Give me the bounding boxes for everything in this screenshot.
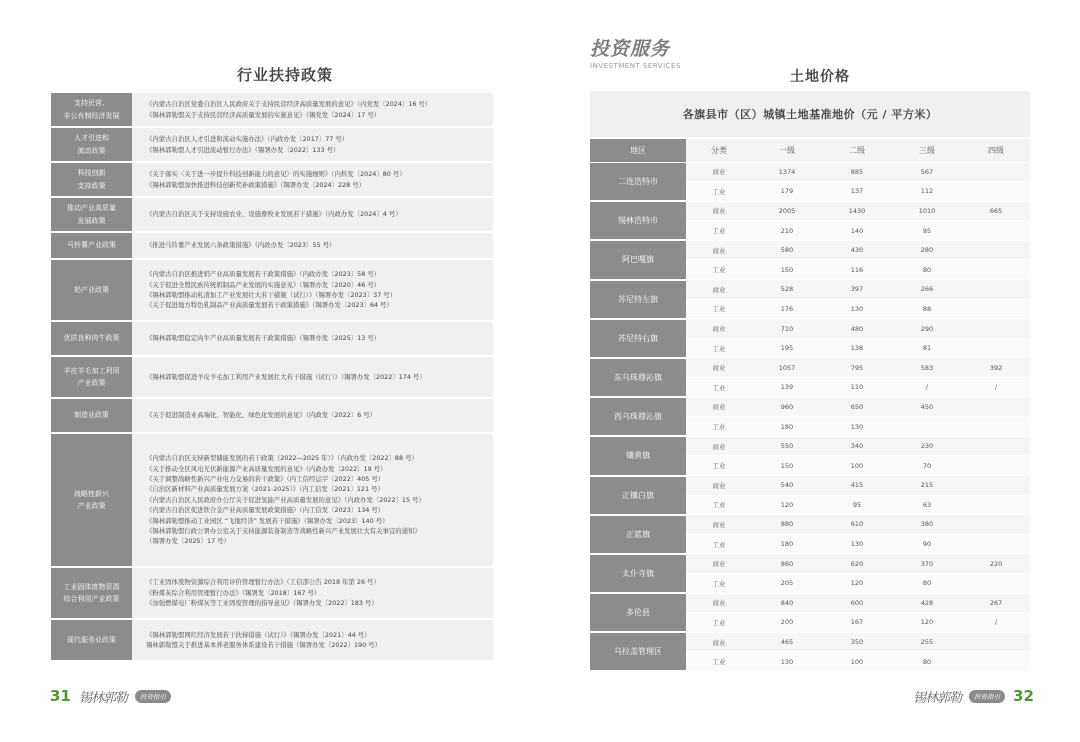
policy-item: 《锡林郭勒盟推动乳清加工产业发展壮大若干措施（试行）》（锡署办发〔2023〕37 号） xyxy=(146,291,397,299)
policy-category xyxy=(51,93,132,126)
policy-item: 《锡林郭勒盟关于支持民营经济高质量发展的实施意见》（锡党发〔2024〕17 号） xyxy=(146,110,381,119)
land-price-value: 650 xyxy=(822,397,892,417)
policy-row xyxy=(51,128,493,161)
land-price-value: 205 xyxy=(752,573,822,593)
region-name: 苏尼特左旗 xyxy=(590,280,686,319)
policy-item: 《加强燃煤电厂粉煤灰等工业固废管理的指导意见》（锡署办发〔2022〕183 号） xyxy=(146,599,378,608)
land-price-value xyxy=(962,299,1030,319)
region-name: 西乌珠穆沁旗 xyxy=(590,397,686,436)
section-header-subtitle: INVESTMENT SERVICES xyxy=(590,62,681,70)
land-price-value: 860 xyxy=(752,554,822,574)
policy-item: 《内蒙古自治区党委自治区人民政府关于支持民营经济高质量发展的意见》（内党发〔2024〕16 号） xyxy=(146,100,432,109)
policy-item: 《自治区新材料产业高质量发展方案（2021-2025）》（内工信发〔2021〕121 号） xyxy=(146,485,384,494)
policy-category xyxy=(51,357,132,397)
land-use-type: 工业 xyxy=(686,299,752,319)
policy-items xyxy=(132,620,493,660)
policy-category-line: 推动产业高质量 xyxy=(67,204,116,213)
land-price-value xyxy=(962,397,1030,417)
policy-items xyxy=(132,260,493,320)
land-price-value: 430 xyxy=(822,240,892,260)
policy-items xyxy=(132,568,493,618)
land-use-type: 商业 xyxy=(686,280,752,300)
policy-item: 《锡林郭勒盟网红经济发展若干扶持措施（试行）》（锡署办发〔2021〕44 号） xyxy=(146,630,371,639)
land-price-value: / xyxy=(962,378,1030,398)
policy-item: （锡署办发〔2025〕17 号） xyxy=(146,537,230,546)
land-price-value: 88 xyxy=(892,299,962,319)
land-price-value: 110 xyxy=(822,378,892,398)
region-name: 苏尼特右旗 xyxy=(590,319,686,358)
policy-item: 《内蒙古自治区人才引进和流动实施办法》（内政办发〔2017〕77 号） xyxy=(146,135,349,144)
land-price-value xyxy=(962,476,1030,496)
land-price-value xyxy=(962,632,1030,652)
land-price-value xyxy=(962,495,1030,515)
header-level-1: 一级 xyxy=(752,138,822,162)
left-brand-tag: 投资指引 xyxy=(135,690,171,703)
policy-item: 《内蒙古自治区支持新型储能发展的若干政策（2022—2025 年）》（内政办发〔2022〕88 号） xyxy=(146,454,418,463)
policy-row xyxy=(51,399,493,432)
policy-item: 《内蒙古自治区推进奶产业高质量发展若干政策措施》（内政办发〔2023〕58 号） xyxy=(146,270,381,279)
policy-category-line: 马铃薯产业政策 xyxy=(67,241,116,250)
land-use-type: 商业 xyxy=(686,201,752,221)
land-price-value: 80 xyxy=(892,652,962,672)
land-price-value xyxy=(962,182,1030,202)
section-header xyxy=(590,36,681,70)
region-name: 东乌珠穆沁旗 xyxy=(590,358,686,397)
land-price-value: 620 xyxy=(822,554,892,574)
policy-item: 《内蒙古自治区人民政府办公厅关于促进氢能产业高质量发展的意见》（内政办发〔2022〕15 号） xyxy=(146,495,425,504)
policy-category xyxy=(51,399,132,432)
policy-row xyxy=(51,93,493,126)
land-price-value: 665 xyxy=(962,201,1030,221)
land-use-type: 工业 xyxy=(686,573,752,593)
land-price-value xyxy=(962,436,1030,456)
land-price-value: 180 xyxy=(752,534,822,554)
land-price-value: 580 xyxy=(752,240,822,260)
left-page-title: 行业扶持政策 xyxy=(236,66,333,84)
land-price-value: 95 xyxy=(892,221,962,241)
policy-item: 《锡林郭勒盟加快推进科技创新奖补政策措施》（锡署办发〔2024〕228 号） xyxy=(146,180,366,189)
land-price-value: / xyxy=(962,613,1030,633)
policy-item: 《锡林郭勒盟人才引进流动暂行办法》（锡署办发〔2022〕133 号） xyxy=(146,145,340,154)
land-price-value: 70 xyxy=(892,456,962,476)
policy-item: 《锡林郭勒盟行政公署办公室关于支持能源装备制造等战略性新兴产业发展壮大有关事宜的通知》 xyxy=(146,526,421,535)
policy-row xyxy=(51,568,493,618)
land-price-value: 138 xyxy=(822,338,892,358)
left-footer xyxy=(50,684,171,708)
region-name: 二连浩特市 xyxy=(590,162,686,201)
land-price-value: 215 xyxy=(892,476,962,496)
land-use-type: 商业 xyxy=(686,515,752,535)
land-price-value: 880 xyxy=(752,515,822,535)
policy-category-line: 发展政策 xyxy=(77,216,106,225)
policy-category-line: 科技创新 xyxy=(77,169,106,178)
policy-category-line: 流动政策 xyxy=(77,146,106,155)
land-price-row xyxy=(590,162,1030,182)
policy-row xyxy=(51,434,493,566)
land-price-row xyxy=(590,358,1030,378)
policy-category xyxy=(51,163,132,196)
right-brand-logo: 锡林郭勒 xyxy=(913,690,962,706)
policy-item: 《关于落实〈关于进一步提升科技创新能力的意见〉的实施细则》（内科发〔2024〕80 号） xyxy=(146,170,406,179)
land-price-value: 567 xyxy=(892,162,962,182)
land-price-value: 179 xyxy=(752,182,822,202)
header-level-4: 四级 xyxy=(962,138,1030,162)
region-name: 镶黄旗 xyxy=(590,436,686,475)
land-price-value: 80 xyxy=(892,573,962,593)
land-price-value: 583 xyxy=(892,358,962,378)
land-price-value: 140 xyxy=(822,221,892,241)
land-use-type: 商业 xyxy=(686,476,752,496)
land-price-row xyxy=(590,201,1030,221)
policy-item: 锡林郭勒盟关于推进基本养老服务体系建设若干措施（锡署办发〔2022〕190 号） xyxy=(146,641,381,649)
land-price-value: / xyxy=(892,378,962,398)
land-price-value: 139 xyxy=(752,378,822,398)
policy-category-line: 战略性新兴 xyxy=(74,489,109,498)
land-price-value: 1057 xyxy=(752,358,822,378)
policy-row xyxy=(51,260,493,320)
land-price-value xyxy=(962,573,1030,593)
land-use-type: 商业 xyxy=(686,240,752,260)
policy-category xyxy=(51,128,132,161)
land-use-type: 工业 xyxy=(686,417,752,437)
land-price-value: 130 xyxy=(752,652,822,672)
land-price-value: 540 xyxy=(752,476,822,496)
land-price-value xyxy=(962,456,1030,476)
policy-item: 《关于促进制造业高端化、智能化、绿色化发展的意见》（内政发〔2022〕6 号） xyxy=(146,411,377,420)
land-use-type: 工业 xyxy=(686,338,752,358)
land-use-type: 工业 xyxy=(686,652,752,672)
land-price-value: 528 xyxy=(752,280,822,300)
land-price-value: 63 xyxy=(892,495,962,515)
policy-row xyxy=(51,357,493,397)
land-use-type: 工业 xyxy=(686,378,752,398)
land-price-row xyxy=(590,240,1030,260)
policy-category-line: 优质良种肉牛政策 xyxy=(63,334,120,343)
land-use-type: 工业 xyxy=(686,182,752,202)
header-level-2: 二级 xyxy=(822,138,892,162)
policy-item: 《推进马铃薯产业发展六条政策措施》（内政办发〔2023〕55 号） xyxy=(146,241,336,250)
region-name: 正镶白旗 xyxy=(590,476,686,515)
land-price-value: 795 xyxy=(822,358,892,378)
policy-category xyxy=(51,568,132,618)
land-price-value: 370 xyxy=(892,554,962,574)
land-use-type: 商业 xyxy=(686,162,752,182)
land-price-value: 116 xyxy=(822,260,892,280)
policy-items xyxy=(132,198,493,231)
land-price-value: 150 xyxy=(752,456,822,476)
land-price-value: 220 xyxy=(962,554,1030,574)
policy-item: 《内蒙古自治区关于支持设施农业、设施畜牧业发展若干措施》（内政办发〔2024〕4 号） xyxy=(146,210,402,219)
policy-row xyxy=(51,322,493,355)
land-price-value: 428 xyxy=(892,593,962,613)
land-price-value: 350 xyxy=(822,632,892,652)
region-name: 多伦县 xyxy=(590,593,686,632)
land-price-value: 480 xyxy=(822,319,892,339)
policy-row xyxy=(51,233,493,258)
land-price-value: 1430 xyxy=(822,201,892,221)
policy-item: 《锡林郭勒盟推动工业园区 “飞地经济” 发展若干措施》（锡署办发〔2023〕140 号） xyxy=(146,516,389,525)
land-price-value: 397 xyxy=(822,280,892,300)
land-price-value: 176 xyxy=(752,299,822,319)
policy-item: 《关于促进全盟民族传统奶制品产业发展的实施意见》（锡署办发〔2020〕46 号） xyxy=(146,280,381,289)
land-price-row xyxy=(590,280,1030,300)
land-price-value: 465 xyxy=(752,632,822,652)
policy-category-line: 产业政策 xyxy=(77,379,106,387)
land-price-value: 150 xyxy=(752,260,822,280)
land-use-type: 商业 xyxy=(686,632,752,652)
left-page-number: 31 xyxy=(50,687,71,705)
land-use-type: 商业 xyxy=(686,436,752,456)
land-table-header xyxy=(590,138,1030,162)
policy-items xyxy=(132,357,493,397)
land-price-value: 130 xyxy=(822,417,892,437)
land-price-value: 415 xyxy=(822,476,892,496)
land-price-value xyxy=(962,417,1030,437)
header-level-3: 三级 xyxy=(892,138,962,162)
policy-item: 《关于调整战略性新兴产业电力交易的若干政策》（内工信经运字〔2022〕405 号） xyxy=(146,475,385,484)
policy-item: 《关于促进地方特色乳制品产业高质量发展若干政策措施》（锡署办发〔2023〕64 号） xyxy=(146,301,393,310)
policy-category xyxy=(51,260,132,320)
land-use-type: 商业 xyxy=(686,319,752,339)
land-price-value: 392 xyxy=(962,358,1030,378)
header-region: 地区 xyxy=(590,138,686,162)
policy-item: 《内蒙古自治区促进铁合金产业高质量发展政策措施》（内工信发〔2023〕134 号） xyxy=(146,506,385,515)
land-table-caption: 各旗县市（区）城镇土地基准地价（元 / 平方米） xyxy=(590,91,1030,138)
land-price-value xyxy=(892,417,962,437)
right-footer xyxy=(905,684,1034,708)
policy-category-line: 支持民营、 xyxy=(74,99,109,108)
right-page-title: 土地价格 xyxy=(790,69,850,85)
land-price-value: 885 xyxy=(822,162,892,182)
region-name: 正蓝旗 xyxy=(590,515,686,554)
land-price-table xyxy=(590,91,1030,672)
right-page-number: 32 xyxy=(1013,687,1034,705)
policy-category-line: 综合利用产业政策 xyxy=(63,595,120,603)
land-price-row xyxy=(590,593,1030,613)
land-use-type: 商业 xyxy=(686,554,752,574)
land-price-value: 112 xyxy=(892,182,962,202)
land-price-value: 710 xyxy=(752,319,822,339)
section-header-title: 投资服务 xyxy=(590,38,671,60)
land-price-value: 960 xyxy=(752,397,822,417)
policy-category xyxy=(51,233,132,258)
land-price-value: 1374 xyxy=(752,162,822,182)
policy-category-line: 羊皮羊毛加工利用 xyxy=(63,366,120,375)
policy-item: 《关于推动全区风电光伏新能源产业高质量发展的意见》（内政办发〔2022〕19 号） xyxy=(146,464,387,473)
land-price-value: 840 xyxy=(752,593,822,613)
land-price-value: 230 xyxy=(892,436,962,456)
land-price-value xyxy=(962,652,1030,672)
land-price-value: 380 xyxy=(892,515,962,535)
land-price-value: 200 xyxy=(752,613,822,633)
policy-category-line: 制造业政策 xyxy=(74,411,109,420)
land-price-value: 137 xyxy=(822,182,892,202)
land-use-type: 工业 xyxy=(686,221,752,241)
land-price-value: 2005 xyxy=(752,201,822,221)
land-use-type: 商业 xyxy=(686,593,752,613)
policy-category-line: 人才引进和 xyxy=(74,134,109,143)
land-price-value: 610 xyxy=(822,515,892,535)
region-name: 太仆寺旗 xyxy=(590,554,686,593)
header-category: 分类 xyxy=(686,138,752,162)
land-price-row xyxy=(590,476,1030,496)
land-price-value xyxy=(962,534,1030,554)
policy-table xyxy=(51,91,493,662)
land-price-value: 120 xyxy=(892,613,962,633)
land-price-value xyxy=(962,221,1030,241)
land-price-row xyxy=(590,436,1030,456)
land-price-row xyxy=(590,632,1030,652)
land-price-row xyxy=(590,554,1030,574)
land-price-value xyxy=(962,319,1030,339)
land-price-value: 290 xyxy=(892,319,962,339)
land-price-row xyxy=(590,397,1030,417)
land-price-value: 90 xyxy=(892,534,962,554)
land-price-value xyxy=(962,515,1030,535)
land-price-value: 1010 xyxy=(892,201,962,221)
policy-row xyxy=(51,620,493,660)
region-name: 乌拉盖管理区 xyxy=(590,632,686,671)
policy-items xyxy=(132,233,493,258)
policy-category-line: 产业政策 xyxy=(77,502,106,510)
land-price-value: 120 xyxy=(822,573,892,593)
land-use-type: 商业 xyxy=(686,358,752,378)
land-price-value: 255 xyxy=(892,632,962,652)
policy-item: 《锡林郭勒盟促进羊皮羊毛加工利用产业发展壮大若干措施（试行）》（锡署办发〔2022〕174 号） xyxy=(146,372,426,381)
policy-category-line: 支持政策 xyxy=(77,181,106,190)
land-price-value: 195 xyxy=(752,338,822,358)
policy-category-line: 非公有制经济发展 xyxy=(63,111,120,120)
land-price-value: 100 xyxy=(822,652,892,672)
policy-category-line: 奶产业政策 xyxy=(74,285,109,294)
region-name: 阿巴嘎旗 xyxy=(590,240,686,279)
land-price-value: 81 xyxy=(892,338,962,358)
land-price-value: 130 xyxy=(822,299,892,319)
land-price-value: 267 xyxy=(962,593,1030,613)
land-price-value xyxy=(962,260,1030,280)
land-use-type: 工业 xyxy=(686,456,752,476)
land-price-value: 340 xyxy=(822,436,892,456)
land-price-value: 280 xyxy=(892,240,962,260)
land-price-value: 450 xyxy=(892,397,962,417)
land-use-type: 工业 xyxy=(686,260,752,280)
land-price-row xyxy=(590,515,1030,535)
land-price-value: 550 xyxy=(752,436,822,456)
policy-category-line: 现代服务业政策 xyxy=(67,635,116,644)
land-price-value: 95 xyxy=(822,495,892,515)
land-price-value: 130 xyxy=(822,534,892,554)
policy-items xyxy=(132,163,493,196)
land-price-value: 266 xyxy=(892,280,962,300)
land-price-value: 120 xyxy=(752,495,822,515)
land-price-value: 600 xyxy=(822,593,892,613)
land-price-value: 100 xyxy=(822,456,892,476)
land-price-row xyxy=(590,319,1030,339)
policy-items xyxy=(132,434,493,566)
land-price-value: 180 xyxy=(752,417,822,437)
land-price-value: 210 xyxy=(752,221,822,241)
policy-category-line: 工业固体废物资源 xyxy=(63,582,120,591)
land-price-value xyxy=(962,162,1030,182)
land-use-type: 工业 xyxy=(686,534,752,554)
land-price-value: 80 xyxy=(892,260,962,280)
policy-category xyxy=(51,434,132,566)
land-price-value: 167 xyxy=(822,613,892,633)
policy-items xyxy=(132,93,493,126)
land-price-value xyxy=(962,240,1030,260)
land-use-type: 商业 xyxy=(686,397,752,417)
left-brand-logo: 锡林郭勒 xyxy=(78,690,127,706)
right-brand-tag: 投资指引 xyxy=(969,690,1005,703)
region-name: 锡林浩特市 xyxy=(590,201,686,240)
policy-category xyxy=(51,322,132,355)
land-use-type: 工业 xyxy=(686,495,752,515)
policy-row xyxy=(51,198,493,231)
land-price-value xyxy=(962,280,1030,300)
policy-items xyxy=(132,399,493,432)
policy-row xyxy=(51,163,493,196)
policy-item: 《粉煤灰综合利用管理暂行办法》（锡署发〔2018〕167 号） xyxy=(146,588,321,597)
policy-items xyxy=(132,128,493,161)
land-use-type: 工业 xyxy=(686,613,752,633)
policy-item: 《工业固体废物资源综合利用评价管理暂行办法》（工信部公告 2018 年第 26 号） xyxy=(146,578,380,587)
policy-items xyxy=(132,322,493,355)
policy-item: 《锡林郭勒盟稳定肉牛产业高质量发展若干政策措施》（锡署办发〔2025〕13 号） xyxy=(146,334,381,343)
policy-category xyxy=(51,198,132,231)
policy-category xyxy=(51,620,132,660)
land-price-value xyxy=(962,338,1030,358)
